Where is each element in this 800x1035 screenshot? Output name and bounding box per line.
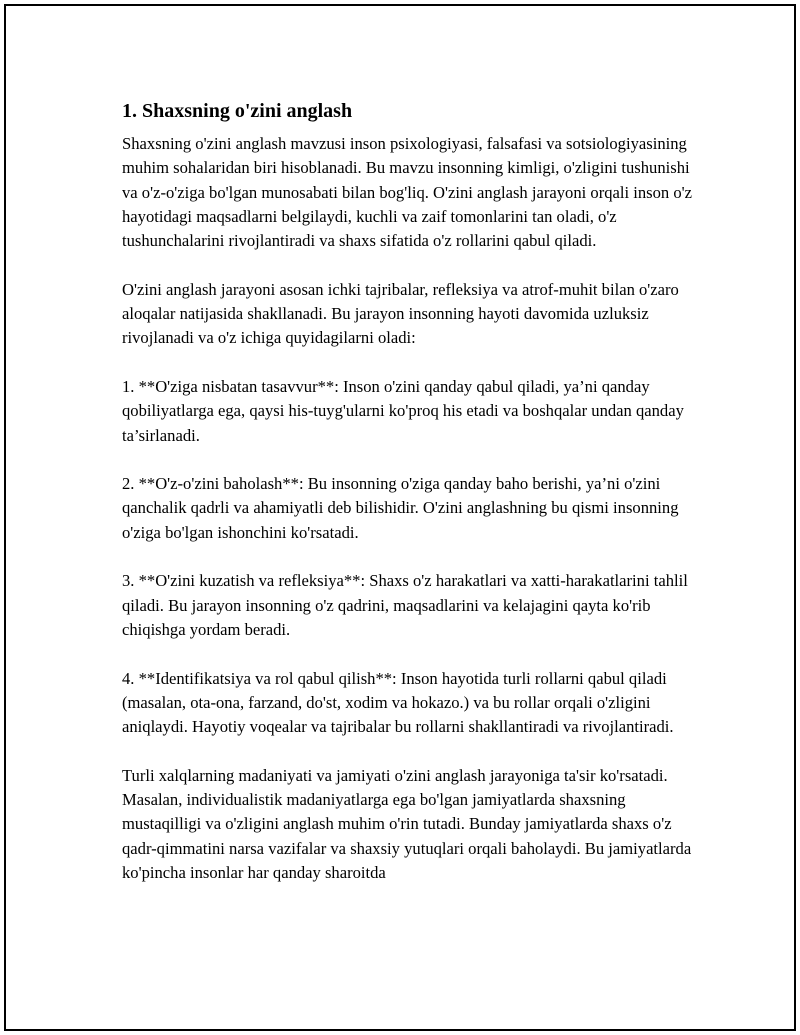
document-body [122, 98, 692, 910]
paragraph-culture: Turli xalqlarning madaniyati va jamiyati o'zini anglash jarayoniga ta'sir ko'rsatadi. Masalan, individualistik madaniyatlarga ega bo'lgan jamiyatlarda shaxsning mustaqilligi va o'zligini anglash muhim o'rin tutadi. Bunday jamiyatlarda shaxs o'z qadr-qimmatini narsa vazifalar va shaxsiy yutuqlari orqali baholaydi. Bu jamiyatlarda ko'pincha insonlar har qanday sharoitda [122, 765, 692, 882]
section-heading: 1. Shaxsning o'zini anglash [122, 100, 353, 122]
paragraph-intro: Shaxsning o'zini anglash mavzusi inson psixologiyasi, falsafasi va sotsiologiyasining muhim sohalaridan biri hisoblanadi. Bu mavzu insonning kimligi, o'zligini tushunishi va o'z-o'ziga bo'lgan munosabati bilan bog'liq. O'zini anglash jarayoni orqali inson o'z hayotidagi maqsadlarni belgilaydi, kuchli va zaif tomonlarini tan oladi, o'z tushunchalarini rivojlantiradi va shaxs sifatida o'z rollarini qabul qiladi. [122, 134, 693, 251]
paragraph-process: O'zini anglash jarayoni asosan ichki tajribalar, refleksiya va atrof-muhit bilan o'zaro aloqalar natijasida shakllanadi. Bu jarayon insonning hayoti davomida uzluksiz rivojlanadi va o'z ichiga quyidagilarni oladi: [122, 279, 679, 348]
list-item-identification: 4. **Identifikatsiya va rol qabul qilish**: Inson hayotida turli rollarni qabul qiladi (masalan, ota-ona, farzand, do'st, xodim va hokazo.) va bu rollar orqali o'zligini aniqlaydi. Hayotiy voqealar va tajribalar bu rollarni shakllantiradi va rivojlantiradi. [122, 668, 674, 737]
list-item-self-esteem: 2. **O'z-o'zini baholash**: Bu insonning o'ziga qanday baho berishi, ya’ni o'zini qanchalik qadrli va ahamiyatli deb bilishidir. O'zini anglashning bu qismi insonning o'ziga bo'lgan ishonchini ko'rsatadi. [122, 474, 679, 542]
list-item-self-image: 1. **O'ziga nisbatan tasavvur**: Inson o'zini qanday qabul qiladi, ya’ni qanday qobiliyatlarga ega, qaysi his-tuyg'ularni ko'proq his etadi va boshqalar undan qanday ta’sirlanadi. [122, 376, 684, 445]
list-item-reflection: 3. **O'zini kuzatish va refleksiya**: Shaxs o'z harakatlari va xatti-harakatlarini tahlil qiladi. Bu jarayon insonning o'z qadrini, maqsadlarini va kelajagini qayta ko'rib chiqishga yordam beradi. [122, 571, 688, 639]
page-frame [4, 4, 796, 1031]
